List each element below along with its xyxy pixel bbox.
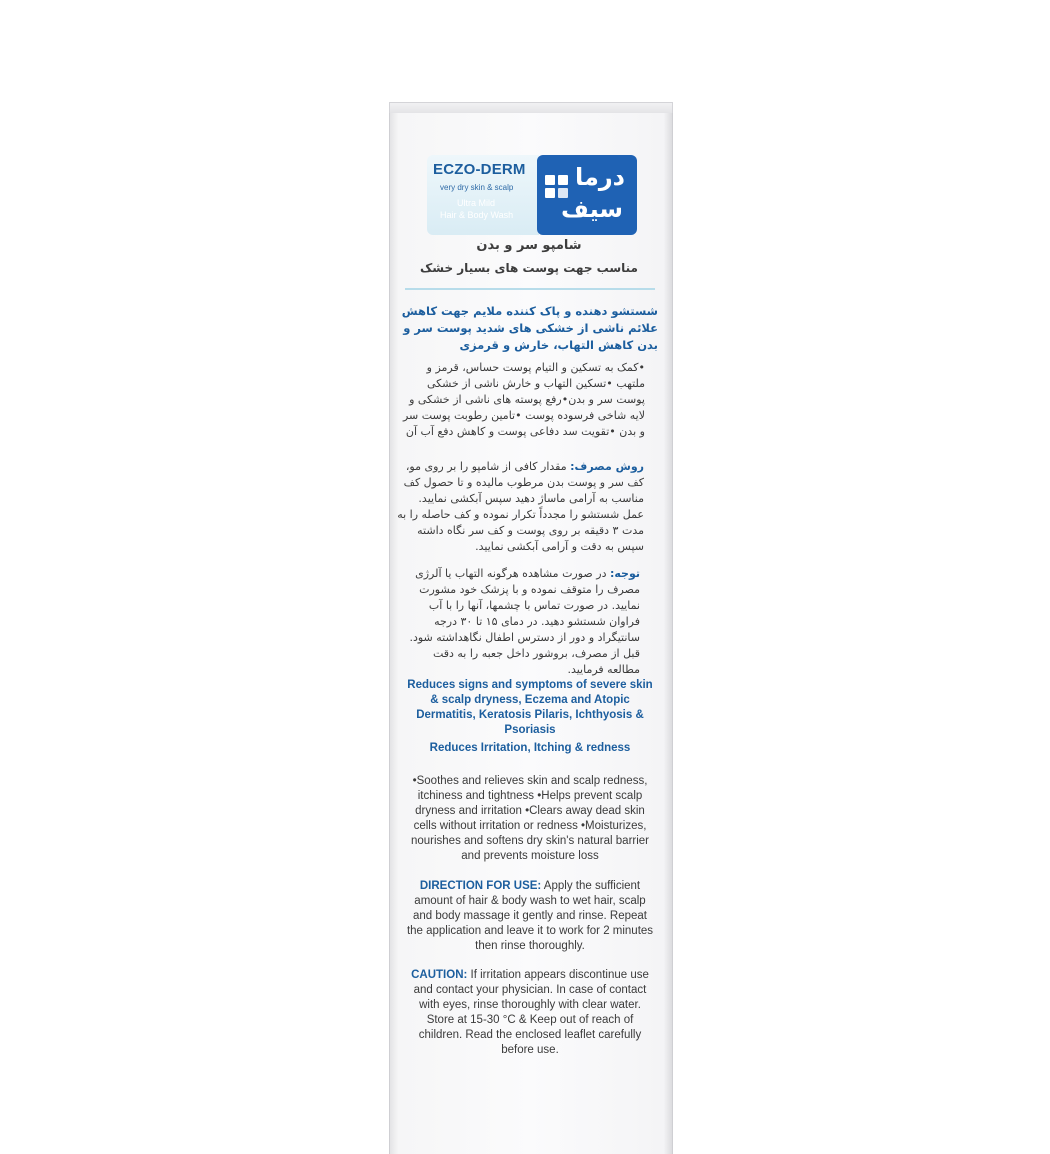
brand-tagline: very dry skin & scalp xyxy=(440,183,514,192)
fa-caution-label: توجه: xyxy=(609,567,640,580)
fa-direction-text: مقدار کافی از شامپو را بر روی مو، کف سر و پوست بدن مرطوب مالیده و تا حصول کف مناسب به آرامی ماساژ دهید سپس آبکشی نمایید. عمل شستشو را مجدداً تکرار نموده و کف حاصله را به مدت ۳ دقیقه بر روی پوست و کف سر نگاه داشته سپس به دقت و آرامی آبکشی نمایید. xyxy=(397,460,644,553)
divider xyxy=(405,288,655,290)
en-direction-label: DIRECTION FOR USE: xyxy=(419,880,542,892)
fa-direction xyxy=(396,459,644,555)
logo-fa-line-2: سیف xyxy=(561,195,623,223)
en-headline: Reduces signs and symptoms of severe skin & scalp dryness, Eczema and Atopic Dermatitis, Keratosis Pilaris, Ichthyosis & Psoriasis xyxy=(407,679,653,736)
dermasif-logo xyxy=(537,155,637,235)
en-caution-text: If irritation appears discontinue use and contact your physician. In case of contact with eyes, rinse thoroughly with clear water. Store at 15-30 °C & Keep out of reach of children. Read the enclosed leaflet carefully before use. xyxy=(413,969,649,1056)
fa-product-subtitle: مناسب جهت پوست های بسیار خشک xyxy=(419,261,638,275)
en-caution-label: CAUTION: xyxy=(411,969,468,981)
en-subheadline: Reduces Irritation, Itching & redness xyxy=(429,742,631,754)
en-bullets: •Soothes and relieves skin and scalp redness, itchiness and tightness •Helps prevent scalp dryness and irritation •Clears away dead skin cells without irritation or redness •Moisturizes, nourishes and softens dry skin's natural barrier and prevents moisture loss xyxy=(410,775,650,862)
fa-bullets: •کمک به تسکین و التیام پوست حساس، قرمز و ملتهب •تسکین التهاب و خارش ناشی از خشکی پوست سر و بدن•رفع پوسته های ناشی از خشکی و لایه شاخی فرسوده پوست •تامین رطوبت پوست سر و بدن •تقویت سد دفاعی پوست و کاهش دفع آب آن xyxy=(402,361,645,438)
product-line-2: Hair & Body Wash xyxy=(440,210,514,220)
en-direction-text: Apply the sufficient amount of hair & body wash to wet hair, scalp and body massage it gently and rinse. Repeat the application and leave it to work for 2 minutes then rinse thoroughly. xyxy=(406,880,654,952)
fa-caution-text: در صورت مشاهده هرگونه التهاب یا آلرژی مصرف را متوقف نموده و با پزشک خود مشورت نمایید. در صورت تماس با چشمها، آنها را با آب فراوان شستشو دهید. در دمای ۱۵ تا ۳۰ درجه سانتیگراد و دور از دسترس اطفال نگاهداشته شود. قبل از مصرف، بروشور داخل جعبه را به دقت مطالعه فرمایید. xyxy=(409,567,640,676)
brand-logo xyxy=(427,155,637,235)
en-caution xyxy=(405,968,655,1058)
fa-direction-label: روش مصرف: xyxy=(570,460,644,473)
product-line-1: Ultra Mild xyxy=(457,198,496,208)
logo-fa-line-1: درما xyxy=(574,163,625,191)
fa-product-title: شامپو سر و بدن xyxy=(476,238,582,253)
brand-name: ECZO-DERM xyxy=(433,161,526,178)
en-direction xyxy=(405,879,655,954)
fa-headline: شستشو دهنده و پاک کننده ملایم جهت کاهش علائم ناشی از خشکی های شدید پوست سر و بدن کاهش التهاب، خارش و قرمزی xyxy=(401,304,658,352)
fa-caution xyxy=(400,566,640,678)
brand-label-panel xyxy=(427,155,539,235)
